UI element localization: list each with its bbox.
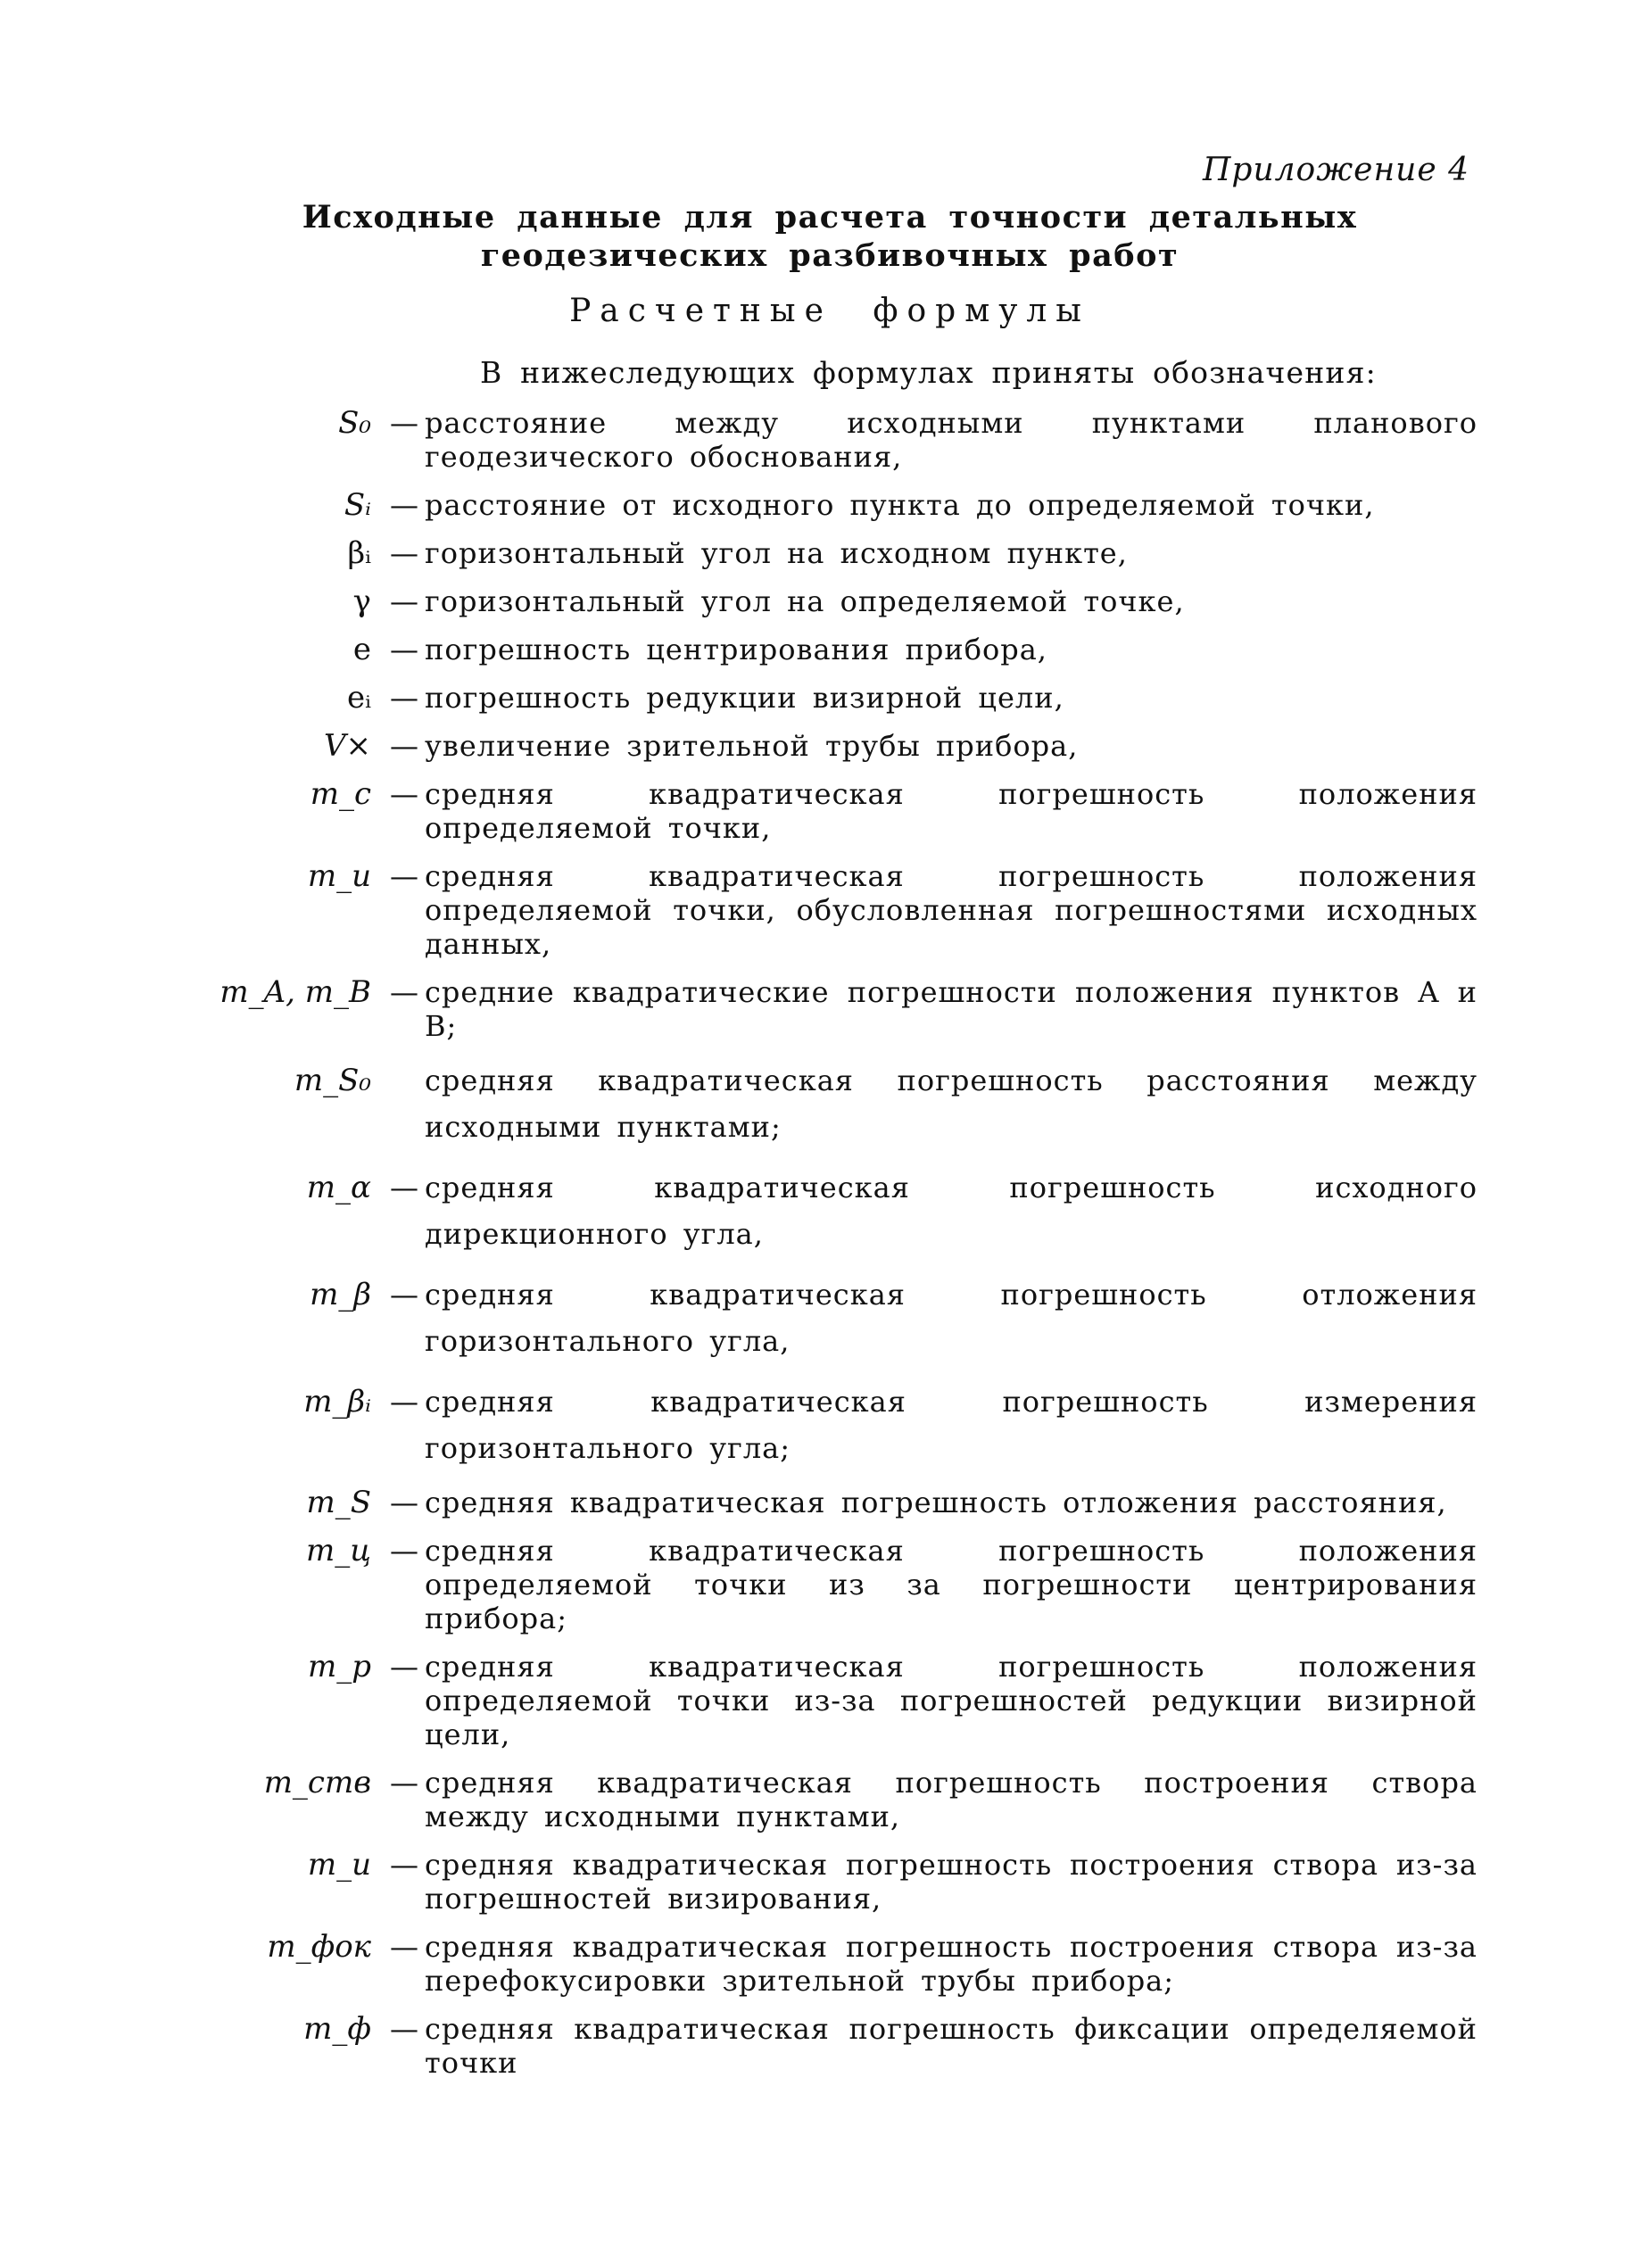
definition-dash: — xyxy=(390,1278,418,1312)
definition-dash: — xyxy=(390,1848,418,1882)
definition-item xyxy=(0,1057,1639,1150)
definition-dash: — xyxy=(390,777,418,811)
definition-symbol: m_р xyxy=(307,1649,371,1684)
definition-symbol: m_βᵢ xyxy=(303,1384,371,1420)
definition-dash: — xyxy=(390,2012,418,2046)
definition-item xyxy=(0,1766,1639,1833)
definition-text: погрешность центрирования прибора, xyxy=(425,633,1047,666)
definition-symbol: βᵢ xyxy=(347,535,371,571)
definition-dash: — xyxy=(390,1385,418,1419)
definition-symbol: m_c xyxy=(310,776,371,812)
definition-item xyxy=(0,633,1639,666)
definition-item xyxy=(0,1848,1639,1916)
definition-dash: — xyxy=(390,1486,418,1519)
definition-item xyxy=(0,2012,1639,2080)
definition-dash: — xyxy=(390,859,418,893)
definition-item xyxy=(0,859,1639,961)
definition-symbol: m_ф xyxy=(303,2011,371,2047)
intro-text: В нижеследующих формулах приняты обозначения: xyxy=(480,355,1377,390)
definition-symbol: m_S xyxy=(306,1485,371,1520)
section-subtitle: Расчетные формулы xyxy=(569,293,1090,329)
definition-item xyxy=(0,975,1639,1043)
definition-text: горизонтальный угол на исходном пункте, xyxy=(425,536,1128,570)
definition-item xyxy=(0,1486,1639,1519)
definition-text: средняя квадратическая погрешность построения створа из-за перефокусировки зрительной трубы прибора; xyxy=(425,1930,1478,1998)
definition-symbol: m_α xyxy=(306,1170,371,1205)
definition-dash: — xyxy=(390,1930,418,1964)
definition-item xyxy=(0,1534,1639,1635)
definition-item xyxy=(0,681,1639,715)
definition-text: расстояние от исходного пункта до определяемой точки, xyxy=(425,488,1375,522)
definition-symbol: m_и xyxy=(307,858,371,894)
definition-symbol: m_и xyxy=(307,1847,371,1883)
definition-text: средняя квадратическая погрешность построения створа между исходными пунктами, xyxy=(425,1766,1478,1833)
definition-dash: — xyxy=(390,406,418,440)
definition-text: средняя квадратическая погрешность измерения горизонтального угла; xyxy=(425,1385,1478,1465)
definition-dash: — xyxy=(390,1171,418,1204)
definition-text: средняя квадратическая погрешность отложения расстояния, xyxy=(425,1486,1447,1519)
definition-symbol: γ xyxy=(352,584,371,619)
definition-item xyxy=(0,729,1639,763)
definition-symbol: m_ств xyxy=(263,1765,371,1800)
appendix-label: Приложение 4 xyxy=(1203,152,1469,188)
definition-item xyxy=(0,584,1639,618)
definition-dash: — xyxy=(390,681,418,715)
definition-dash: — xyxy=(390,975,418,1009)
definition-text: средняя квадратическая погрешность исходного дирекционного угла, xyxy=(425,1171,1478,1251)
definition-text: средняя квадратическая погрешность расстояния между исходными пунктами; xyxy=(425,1064,1478,1144)
definition-dash: — xyxy=(390,536,418,570)
definition-text: средняя квадратическая погрешность отложения горизонтального угла, xyxy=(425,1278,1478,1358)
definition-item xyxy=(0,1650,1639,1751)
definition-symbol: m_β xyxy=(310,1277,371,1312)
definition-text: средняя квадратическая погрешность положения определяемой точки, xyxy=(425,777,1478,845)
definition-symbol: e xyxy=(352,632,371,667)
definition-item xyxy=(0,406,1639,474)
definition-dash: — xyxy=(390,1650,418,1684)
definition-symbol: V× xyxy=(323,728,371,764)
definition-text: погрешность редукции визирной цели, xyxy=(425,681,1064,715)
definition-text: увеличение зрительной трубы прибора, xyxy=(425,729,1079,763)
definition-item xyxy=(0,1271,1639,1364)
definition-text: средняя квадратическая погрешность построения створа из-за погрешностей визирования, xyxy=(425,1848,1478,1916)
definition-item xyxy=(0,1164,1639,1257)
definition-dash: — xyxy=(390,584,418,618)
definition-symbol: m_ц xyxy=(306,1533,371,1569)
definition-symbol: eᵢ xyxy=(347,680,371,716)
definition-text: средняя квадратическая погрешность положения определяемой точки из-за погрешностей редукции визирной цели, xyxy=(425,1650,1478,1751)
definition-text: средние квадратические погрешности положения пунктов A и B; xyxy=(425,975,1478,1043)
definition-dash: — xyxy=(390,729,418,763)
definition-dash: — xyxy=(390,1534,418,1568)
definition-symbol: S₀ xyxy=(338,405,371,441)
definition-text: горизонтальный угол на определяемой точке, xyxy=(425,584,1185,618)
definition-symbol: m_A, m_B xyxy=(219,974,371,1010)
definition-item xyxy=(0,536,1639,570)
definition-item xyxy=(0,1930,1639,1998)
page-title: Исходные данные для расчета точности детальных геодезических разбивочных работ xyxy=(302,199,1358,274)
definition-text: средняя квадратическая погрешность положения определяемой точки из за погрешности центрирования прибора; xyxy=(425,1534,1478,1635)
definition-item xyxy=(0,777,1639,845)
definition-item xyxy=(0,1378,1639,1471)
definition-dash: — xyxy=(390,1766,418,1800)
definitions-list xyxy=(0,406,1639,2094)
definition-symbol: m_фок xyxy=(267,1929,371,1965)
definition-text: средняя квадратическая погрешность фиксации определяемой точки xyxy=(425,2012,1478,2080)
definition-text: расстояние между исходными пунктами планового геодезического обоснования, xyxy=(425,406,1478,474)
definition-symbol: Sᵢ xyxy=(344,487,371,523)
definition-dash: — xyxy=(390,633,418,666)
definition-dash: — xyxy=(390,488,418,522)
definition-text: средняя квадратическая погрешность положения определяемой точки, обусловленная погрешностями исходных данных, xyxy=(425,859,1478,961)
definition-item xyxy=(0,488,1639,522)
definition-symbol: m_S₀ xyxy=(294,1063,371,1098)
